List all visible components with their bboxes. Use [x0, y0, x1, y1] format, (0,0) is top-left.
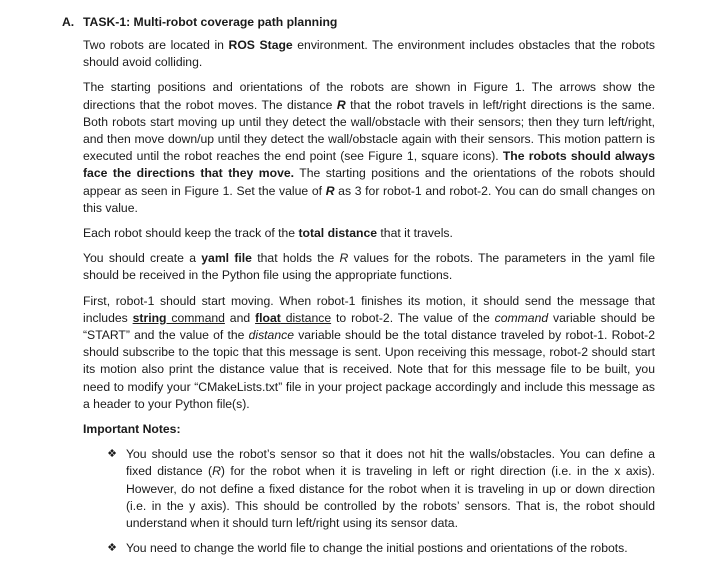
paragraph-messaging [83, 293, 655, 413]
paragraph-intro [83, 37, 655, 71]
text-run: You need to change the world file to change the initial postions and orientations of the robots. [126, 541, 628, 556]
text-run: You should create a [83, 251, 202, 266]
text-run: values for the robots. The parameters in the yaml file should be received in the Python file using the appropriate functions. [83, 251, 655, 283]
notes-heading: Important Notes: [83, 422, 181, 437]
bold-term-total-distance: total distance [298, 226, 378, 241]
text-run: that holds the [251, 251, 340, 266]
variable-r: R [336, 97, 346, 112]
bold-term-string: string [132, 310, 167, 325]
text-run: environment. The environment includes obstacles that the robots should avoid colliding. [83, 38, 655, 70]
diamond-bullet-icon: ❖ [107, 448, 117, 461]
variable-r: R [212, 464, 221, 479]
text-run: The starting positions and orientations of the robots are shown in Figure 1. The arrows show the directions that the robot moves. The distance [83, 80, 655, 112]
text-run: Each robot should keep the track of the [83, 226, 299, 241]
variable-r: R [339, 251, 349, 266]
list-item [83, 540, 655, 557]
text-run: that the robot travels in left/right directions is the same. Both robots start moving up until they detect the wall/obstacle with their sensors; then they turn left/right, and then move down/up until they detect the wall/obstacle again with their sensors. This motion pattern is executed until the robot reaches the end point (see Figure 1, square icons). [83, 97, 655, 164]
bold-sentence-face-direction: The robots should always face the directions that they move. [83, 149, 655, 181]
text-run: ) for the robot when it is traveling in left or right direction (i.e. in the x axis). However, do not define a fixed distance for the robot when it is traveling in up or down direction (i.e. in the y axis). This should be controlled by the robots’ sensors. That is, the robot should understand when it should turn left/right using its sensor data. [126, 464, 656, 531]
section-heading [62, 14, 337, 31]
diamond-bullet-icon: ❖ [107, 542, 117, 555]
paragraph-yaml [83, 250, 655, 284]
section-title: TASK-1: Multi-robot coverage path planning [83, 15, 338, 29]
text-run: The starting positions and the orientations of the robots should appear as seen in Figure 1. Set the value of [83, 166, 655, 198]
text-run: to robot-2. The value of the [331, 310, 495, 325]
underlined-term-command: command [166, 310, 225, 325]
document-body [83, 37, 655, 565]
text-run: and [224, 310, 256, 325]
text-run: as 3 for robot-1 and robot-2. You can do small changes on this value. [83, 183, 655, 215]
section-number: A. [62, 15, 75, 29]
paragraph-distance [83, 225, 655, 242]
text-run: variable should be the total distance traveled by robot-1. Robot-2 should subscribe to the topic that this message is sent. Upon receiving this message, robot-2 should start its motion also print the distance value that is received. Note that for this message file to be built, you need to modify your “CMakeLists.txt” file in your project package accordingly and include this message as a header to your Python file(s). [83, 328, 655, 411]
italic-term-distance: distance [248, 328, 294, 343]
list-item [83, 446, 655, 532]
text-run: that it travels. [377, 226, 453, 241]
bold-term-ros-stage: ROS Stage [228, 38, 293, 52]
bold-term-yaml-file: yaml file [201, 251, 252, 266]
italic-term-command: command [494, 310, 549, 325]
variable-r: R [325, 183, 335, 198]
text-run: Two robots are located in [83, 38, 229, 52]
text-run: You should use the robot’s sensor so that it does not hit the walls/obstacles. You can define a fixed distance ( [126, 447, 655, 479]
text-run: variable should be “START” and the value of the [83, 310, 656, 343]
paragraph-motion [83, 79, 655, 217]
bold-term-float: float [255, 310, 281, 325]
underlined-term-distance: distance [280, 310, 332, 325]
text-run: First, robot-1 should start moving. When robot-1 finishes its motion, it should send the message that includes [83, 293, 655, 325]
